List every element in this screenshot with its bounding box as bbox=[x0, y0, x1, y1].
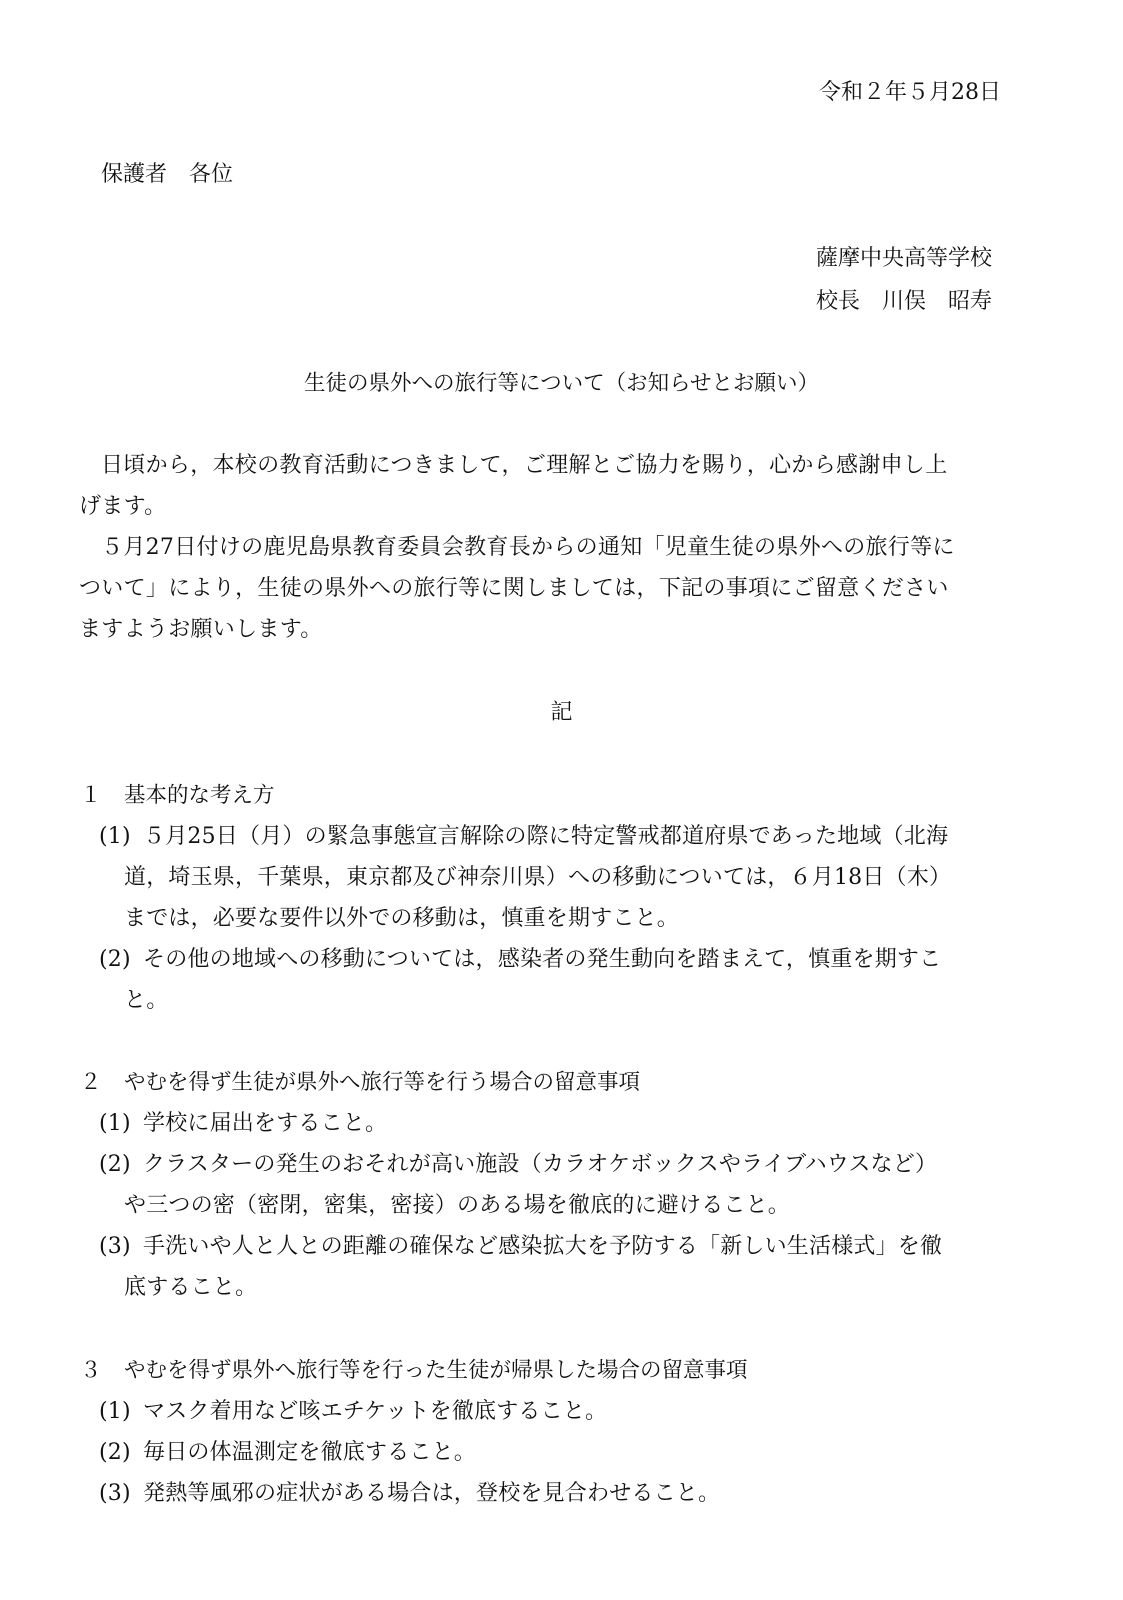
item-line: 道，埼玉県，千葉県，東京都及び神奈川県）への移動については，６月18日（木） bbox=[124, 865, 952, 890]
item-line: 学校に届出をすること。 bbox=[143, 1111, 388, 1136]
item-number: (1) bbox=[99, 824, 131, 849]
principal-name: 校長 川俣 昭寿 bbox=[816, 289, 993, 314]
school-name: 薩摩中央高等学校 bbox=[816, 246, 993, 271]
item-number: (1) bbox=[99, 1111, 131, 1136]
item-number: (2) bbox=[99, 1152, 131, 1177]
item-number: (2) bbox=[99, 1440, 131, 1465]
section-number: １ bbox=[80, 783, 102, 808]
section-3 bbox=[80, 1350, 1040, 1514]
body-line: げます。 bbox=[79, 494, 167, 519]
item-number: (3) bbox=[99, 1234, 131, 1259]
list-item bbox=[80, 1473, 1040, 1514]
section-title: やむを得ず県外へ旅行等を行った生徒が帰県した場合の留意事項 bbox=[124, 1358, 748, 1383]
addressee: 保護者 各位 bbox=[101, 162, 234, 187]
sender-block bbox=[816, 238, 992, 324]
item-line: 底すること。 bbox=[124, 1275, 258, 1300]
list-item bbox=[80, 816, 1040, 939]
record-mark: 記 bbox=[550, 700, 573, 725]
body-paragraph-2 bbox=[79, 527, 1059, 650]
body-paragraph-1 bbox=[79, 445, 1059, 527]
document-date: 令和２年５月28日 bbox=[819, 80, 1001, 105]
body-line: 日頃から，本校の教育活動につきまして，ご理解とご協力を賜り，心から感謝申し上 bbox=[101, 453, 948, 478]
list-item bbox=[80, 1103, 1040, 1144]
item-number: (1) bbox=[99, 1399, 131, 1424]
item-line: その他の地域への移動については，感染者の発生動向を踏まえて，慎重を期すこ bbox=[143, 947, 942, 972]
body-line: ５月27日付けの鹿児島県教育委員会教育長からの通知「児童生徒の県外への旅行等に bbox=[101, 535, 955, 560]
section-heading bbox=[80, 1062, 1040, 1103]
list-item bbox=[80, 1432, 1040, 1473]
list-item bbox=[80, 1391, 1040, 1432]
item-number: (3) bbox=[99, 1481, 131, 1506]
section-title: 基本的な考え方 bbox=[124, 783, 275, 808]
body-line: ついて」により，生徒の県外への旅行等に関しましては，下記の事項にご留意ください bbox=[79, 576, 949, 601]
section-title: やむを得ず生徒が県外へ旅行等を行う場合の留意事項 bbox=[124, 1070, 641, 1095]
item-number: (2) bbox=[99, 947, 131, 972]
item-line: ５月25日（月）の緊急事態宣言解除の際に特定警戒都道府県であった地域（北海 bbox=[143, 824, 949, 849]
item-line: クラスターの発生のおそれが高い施設（カラオケボックスやライブハウスなど） bbox=[143, 1152, 938, 1177]
list-item bbox=[80, 1226, 1040, 1308]
item-line: 発熱等風邪の症状がある場合は，登校を見合わせること。 bbox=[143, 1481, 721, 1506]
section-2 bbox=[80, 1062, 1040, 1308]
item-line: マスク着用など咳エチケットを徹底すること。 bbox=[143, 1399, 608, 1424]
body-line: ますようお願いします。 bbox=[79, 617, 323, 642]
item-line: と。 bbox=[124, 988, 169, 1013]
item-line: や三つの密（密閉，密集，密接）のある場を徹底的に避けること。 bbox=[124, 1193, 791, 1218]
section-1 bbox=[80, 775, 1040, 1021]
item-line: 手洗いや人と人との距離の確保など感染拡大を予防する「新しい生活様式」を徹 bbox=[143, 1234, 943, 1259]
section-number: ３ bbox=[80, 1358, 102, 1383]
list-item bbox=[80, 939, 1040, 1021]
section-heading bbox=[80, 1350, 1040, 1391]
list-item bbox=[80, 1144, 1040, 1226]
document-title: 生徒の県外への旅行等について（お知らせとお願い） bbox=[304, 371, 819, 396]
section-number: ２ bbox=[80, 1070, 102, 1095]
body-text bbox=[79, 445, 1059, 650]
item-line: までは，必要な要件以外での移動は，慎重を期すこと。 bbox=[124, 906, 680, 931]
section-heading bbox=[80, 775, 1040, 816]
item-line: 毎日の体温測定を徹底すること。 bbox=[143, 1440, 477, 1465]
